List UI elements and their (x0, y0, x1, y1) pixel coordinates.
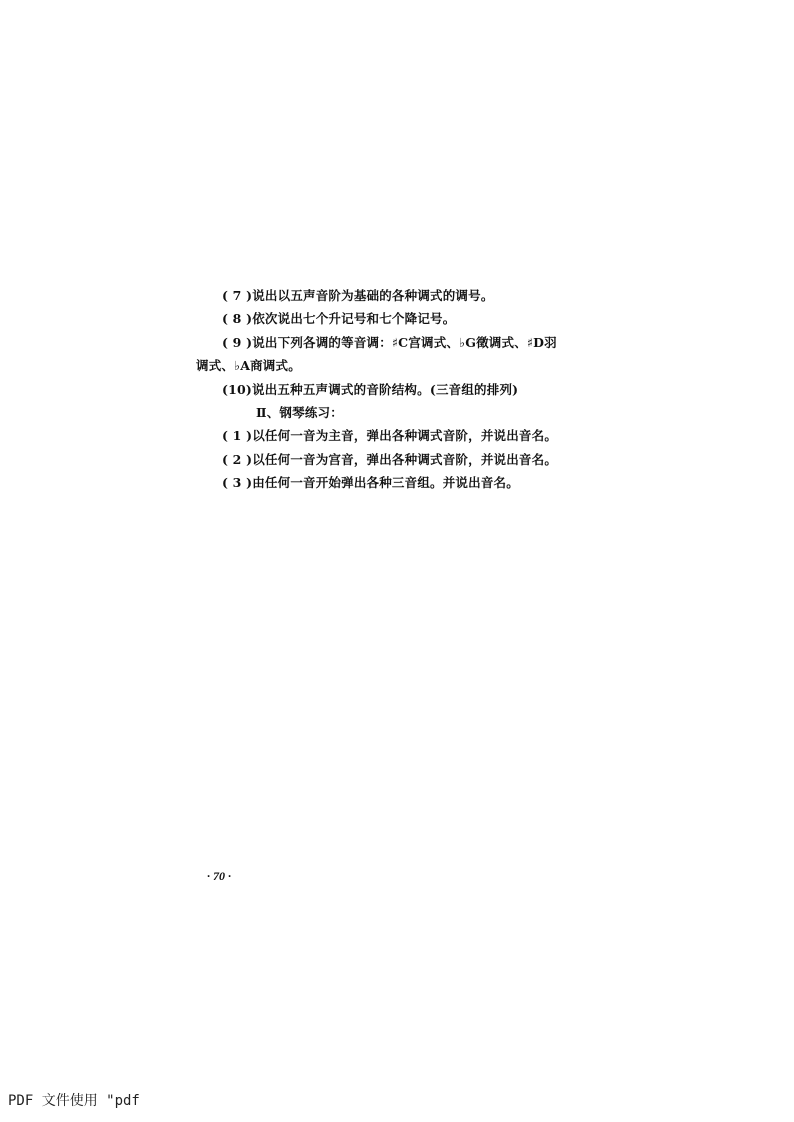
body-text (196, 284, 616, 495)
piano-item-1: ( 1 )以任何一音为主音，弹出各种调式音阶，并说出音名。 (222, 428, 558, 444)
exercise-item-10: (10)说出五种五声调式的音阶结构。(三音组的排列) (222, 381, 519, 397)
exercise-item-9-continued: 调式、♭A商调式。 (196, 358, 301, 374)
section-heading-piano-practice: Ⅱ、钢琴练习： (256, 404, 343, 420)
piano-item-3: ( 3 )由任何一音开始弹出各种三音组。并说出音名。 (222, 475, 519, 491)
exercise-item-9: ( 9 )说出下列各调的等音调：♯C宫调式、♭G徵调式、♯D羽 (222, 334, 557, 350)
piano-item-2: ( 2 )以任何一音为宫音，弹出各种调式音阶，并说出音名。 (222, 451, 558, 467)
pdf-footer-watermark: PDF 文件使用 "pdf (8, 1093, 140, 1109)
page-number: · 70 · (207, 869, 231, 883)
exercise-item-8: ( 8 )依次说出七个升记号和七个降记号。 (222, 311, 456, 327)
exercise-item-7: ( 7 )说出以五声音阶为基础的各种调式的调号。 (222, 288, 494, 303)
